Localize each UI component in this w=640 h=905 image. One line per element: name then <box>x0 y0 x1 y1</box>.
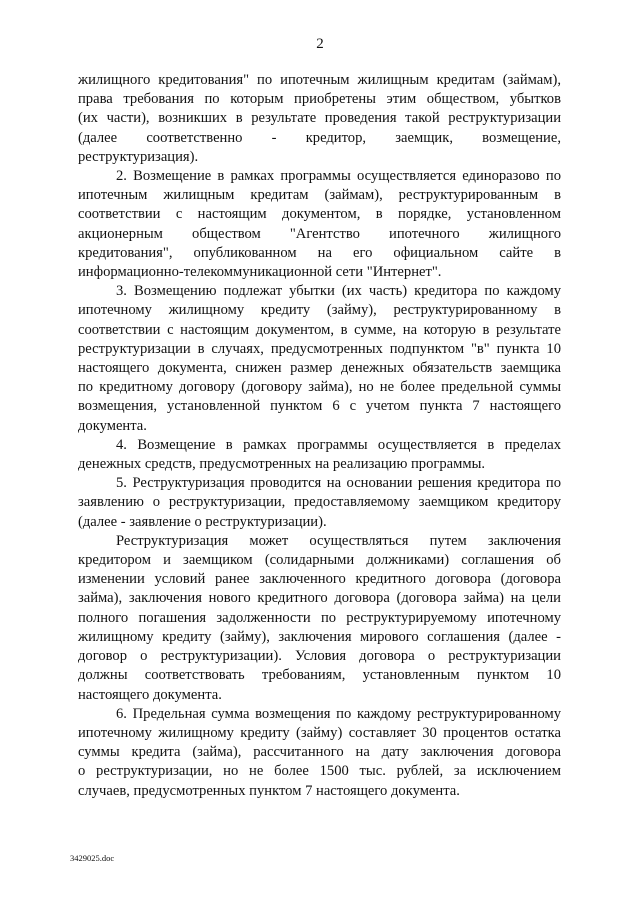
text-line: реструктуризация). <box>78 148 199 165</box>
text-line: (далее соответственно - кредитор, заемщик, возмещение, <box>78 129 561 146</box>
text-line: настоящего документа. <box>78 686 222 703</box>
file-name-footer: 3429025.doc <box>70 853 115 863</box>
text-line: ипотечным жилищным кредитам (займам), реструктурированным в <box>78 187 561 204</box>
text-line: кредитором и заемщиком (солидарными должниками) соглашения об <box>78 552 561 569</box>
text-line: возмещения, установленной пунктом 6 с учетом пункта 7 настоящего <box>78 398 561 415</box>
text-line: должны соответствовать требованиям, установленным пунктом 10 <box>78 667 561 684</box>
text-line: соответствии с настоящим документом, в сумме, на которую в результате <box>78 321 561 338</box>
text-line: изменении условий ранее заключенного кредитного договора (договора <box>78 571 561 588</box>
text-line: 2. Возмещение в рамках программы осуществляется единоразово по <box>116 168 561 185</box>
text-line: 4. Возмещение в рамках программы осуществляется в пределах <box>116 436 561 453</box>
text-line: 3. Возмещению подлежат убытки (их часть) кредитора по каждому <box>116 283 561 300</box>
text-line: 6. Предельная сумма возмещения по каждому реструктурированному <box>116 705 561 722</box>
document-body <box>78 71 561 801</box>
text-line: договор о реструктуризации). Условия договора о реструктуризации <box>78 648 561 665</box>
text-line: займа), заключения нового кредитного договора (договора займа) на цели <box>78 590 561 607</box>
text-line: права требования по которым приобретены этим обществом, убытков <box>78 91 561 108</box>
text-line: суммы кредита (займа), рассчитанного на дату заключения договора <box>78 744 561 761</box>
text-line: жилищного кредитования" по ипотечным жилищным кредитам (займам), <box>78 72 561 88</box>
text-line: ипотечному жилищному кредиту (займу), реструктурированному в <box>78 302 561 319</box>
text-line: акционерным обществом "Агентство ипотечного жилищного <box>78 225 561 242</box>
text-line: 5. Реструктуризация проводится на основании решения кредитора по <box>116 475 561 492</box>
text-line: информационно-телекоммуникационной сети "Интернет". <box>78 264 442 281</box>
text-line: жилищному кредиту (займу), заключения мирового соглашения (далее - <box>78 628 561 645</box>
text-line: соответствии с настоящим документом, в порядке, установленном <box>78 206 561 223</box>
text-line: кредитования", опубликованном на его официальном сайте в <box>78 244 561 261</box>
text-line: ипотечному жилищному кредиту (займу) составляет 30 процентов остатка <box>78 724 561 741</box>
text-line: о реструктуризации, но не более 1500 тыс. рублей, за исключением <box>78 763 561 780</box>
text-line: Реструктуризация может осуществляться путем заключения <box>116 532 561 549</box>
text-line: заявлению о реструктуризации, предоставляемому заемщиком кредитору <box>78 494 561 511</box>
text-line: (далее - заявление о реструктуризации). <box>78 513 327 530</box>
text-line: случаев, предусмотренных пунктом 7 настоящего документа. <box>78 782 460 799</box>
text-line: полного погашения задолженности по реструктурируемому ипотечному <box>78 609 561 626</box>
text-line: настоящего документа, снижен размер денежных обязательств заемщика <box>78 360 561 377</box>
page-number: 2 <box>316 36 324 52</box>
text-line: документа. <box>78 417 147 434</box>
text-line: реструктуризации в случаях, предусмотренных подпунктом "в" пункта 10 <box>78 340 561 357</box>
text-line: денежных средств, предусмотренных на реализацию программы. <box>78 456 486 473</box>
text-line: (их части), возникших в результате проведения такой реструктуризации <box>78 110 561 127</box>
text-line: по кредитному договору (договору займа), но не более предельной суммы <box>78 379 561 396</box>
